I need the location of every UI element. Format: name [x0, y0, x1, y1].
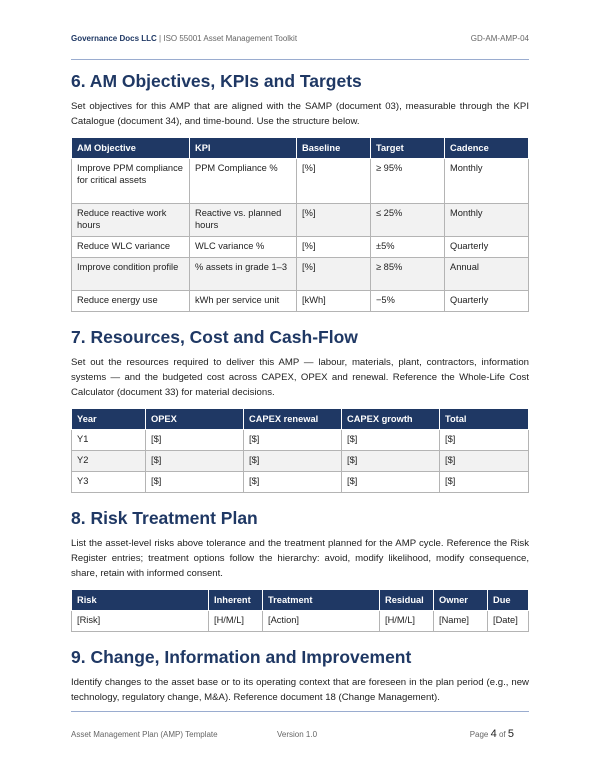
kpi-col-kpi: KPI — [190, 138, 297, 159]
table-cell: kWh per service unit — [190, 291, 297, 312]
table-cell: ≤ 25% — [371, 204, 445, 237]
table-cell: [$] — [440, 451, 529, 472]
table-cell: [$] — [146, 472, 244, 493]
table-cell: PPM Compliance % — [190, 159, 297, 204]
kpi-table-header — [72, 138, 529, 159]
table-cell: Reduce reactive work hours — [72, 204, 190, 237]
table-row — [72, 159, 529, 204]
cost-col-opex: OPEX — [146, 409, 244, 430]
page-header — [71, 34, 529, 48]
section-8-heading: 8. Risk Treatment Plan — [71, 508, 258, 528]
kpi-col-target: Target — [371, 138, 445, 159]
table-cell: [Action] — [263, 611, 380, 632]
table-cell: Y2 — [72, 451, 146, 472]
page-footer — [71, 730, 529, 739]
table-cell: [$] — [342, 451, 440, 472]
table-row — [72, 291, 529, 312]
page-total: 5 — [507, 728, 514, 740]
table-cell: [H/M/L] — [380, 611, 434, 632]
section-9-intro: Identify changes to the asset base or to its operating context that are foreseen in the plan period (e.g., new technology, regulatory change, M&A). Reference document 18 (Change Management). — [71, 677, 529, 703]
header-doc-id: GD-AM-AMP-04 — [470, 34, 529, 43]
risk-col-inherent: Inherent — [209, 590, 263, 611]
risk-col-due: Due — [488, 590, 529, 611]
table-row — [72, 204, 529, 237]
footer-rule — [71, 711, 529, 712]
table-cell: [%] — [297, 258, 371, 291]
table-cell: [Name] — [434, 611, 488, 632]
section-7-intro: Set out the resources required to deliver this AMP — labour, materials, plant, contractors, information systems — and the budgeted cost across CAPEX, OPEX and renewal. Reference the Whole-Life Cost Calculator (document 33) for material decisions. — [71, 357, 529, 398]
table-row — [72, 237, 529, 258]
kpi-col-objective: AM Objective — [72, 138, 190, 159]
table-cell: [$] — [244, 472, 342, 493]
table-cell: [$] — [342, 430, 440, 451]
table-cell: [$] — [342, 472, 440, 493]
table-cell: Improve condition profile — [72, 258, 190, 291]
table-cell: [kWh] — [297, 291, 371, 312]
table-cell: [%] — [297, 159, 371, 204]
risk-col-treatment: Treatment — [263, 590, 380, 611]
header-rule — [71, 59, 529, 60]
footer-title: Asset Management Plan (AMP) Template — [71, 730, 218, 739]
section-9-heading: 9. Change, Information and Improvement — [71, 647, 412, 667]
table-cell: [$] — [146, 430, 244, 451]
header-brand: Governance Docs LLC — [71, 34, 157, 43]
kpi-table — [71, 137, 529, 312]
table-cell: Reduce WLC variance — [72, 237, 190, 258]
cost-col-capex-renewal: CAPEX renewal — [244, 409, 342, 430]
kpi-col-baseline: Baseline — [297, 138, 371, 159]
table-row — [72, 611, 529, 632]
page-number — [470, 728, 514, 740]
table-cell: [%] — [297, 237, 371, 258]
table-cell: [$] — [244, 430, 342, 451]
table-cell: Annual — [445, 258, 529, 291]
table-cell: Reduce energy use — [72, 291, 190, 312]
table-cell: Reactive vs. planned hours — [190, 204, 297, 237]
risk-col-risk: Risk — [72, 590, 209, 611]
risk-table-header — [72, 590, 529, 611]
section-6-heading: 6. AM Objectives, KPIs and Targets — [71, 71, 362, 91]
table-cell: Quarterly — [445, 291, 529, 312]
table-cell: ±5% — [371, 237, 445, 258]
table-cell: Quarterly — [445, 237, 529, 258]
table-cell: [Risk] — [72, 611, 209, 632]
table-cell: [Date] — [488, 611, 529, 632]
table-cell: WLC variance % — [190, 237, 297, 258]
table-cell: ≥ 95% — [371, 159, 445, 204]
cost-table-header — [72, 409, 529, 430]
table-cell: Improve PPM compliance for critical assets — [72, 159, 190, 204]
section-6-intro: Set objectives for this AMP that are aligned with the SAMP (document 03), measurable through the KPI Catalogue (document 34), and time-bound. Use the structure below. — [71, 101, 529, 127]
table-cell: [$] — [244, 451, 342, 472]
table-cell: Monthly — [445, 159, 529, 204]
table-cell: Monthly — [445, 204, 529, 237]
page-current: 4 — [490, 728, 497, 740]
page-label: Page — [469, 730, 489, 739]
footer-version: Version 1.0 — [277, 730, 318, 739]
header-subtitle: | ISO 55001 Asset Management Toolkit — [159, 34, 298, 43]
table-cell: Y1 — [72, 430, 146, 451]
table-cell: [$] — [440, 472, 529, 493]
risk-col-residual: Residual — [380, 590, 434, 611]
table-cell: [H/M/L] — [209, 611, 263, 632]
table-row — [72, 451, 529, 472]
risk-table — [71, 589, 529, 632]
table-cell: ≥ 85% — [371, 258, 445, 291]
cost-col-capex-growth: CAPEX growth — [342, 409, 440, 430]
risk-col-owner: Owner — [434, 590, 488, 611]
cost-col-year: Year — [72, 409, 146, 430]
table-row — [72, 430, 529, 451]
table-cell: [$] — [440, 430, 529, 451]
table-cell: Y3 — [72, 472, 146, 493]
cost-col-total: Total — [440, 409, 529, 430]
page-content — [71, 66, 529, 705]
section-7-heading: 7. Resources, Cost and Cash-Flow — [71, 327, 358, 347]
table-cell: [%] — [297, 204, 371, 237]
table-row — [72, 472, 529, 493]
page-of-label: of — [498, 730, 506, 739]
section-8-intro: List the asset-level risks above tolerance and the treatment planned for the AMP cycle. Reference the Risk Register entries; treatment options follow the hierarchy: avoid, modify likelihood, modify consequence, share, retain with informed consent. — [71, 538, 529, 579]
kpi-col-cadence: Cadence — [445, 138, 529, 159]
table-cell: −5% — [371, 291, 445, 312]
table-cell: [$] — [146, 451, 244, 472]
table-row — [72, 258, 529, 291]
cost-table — [71, 408, 529, 493]
table-cell: % assets in grade 1–3 — [190, 258, 297, 291]
